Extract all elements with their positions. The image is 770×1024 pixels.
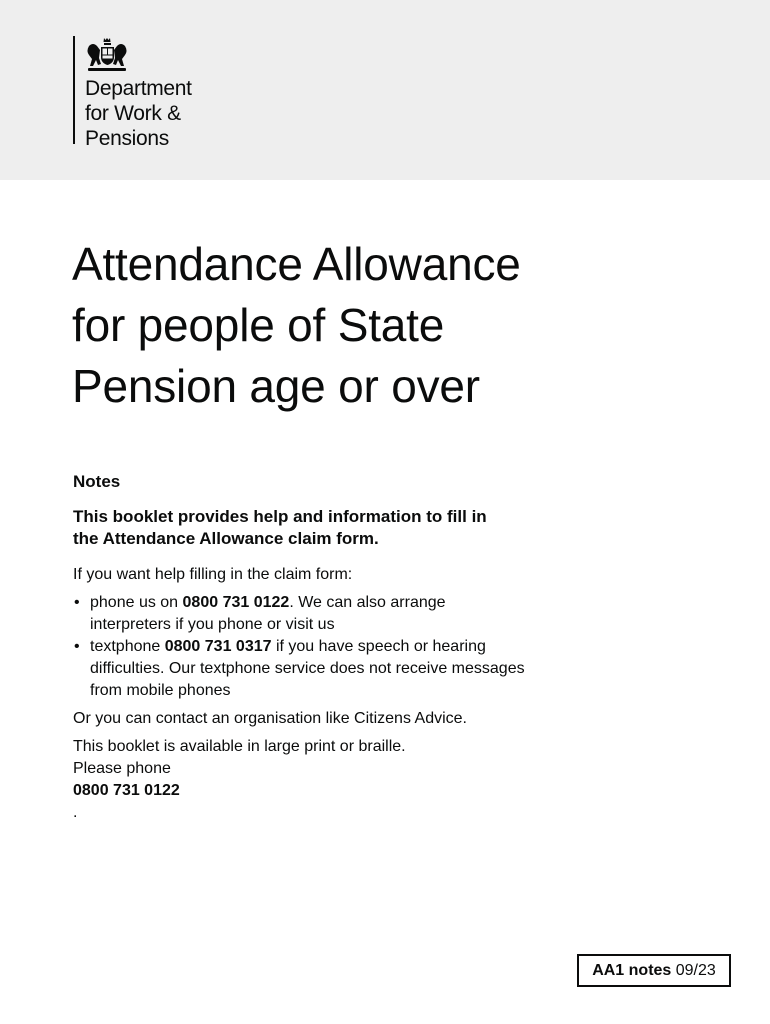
text: Please phone [73,760,171,777]
text: if you have speech or hearing [271,638,486,655]
list-item-line: interpreters if you phone or visit us [90,616,335,633]
dwp-logo [73,36,192,150]
form-code-badge [577,954,731,987]
notes-lead-line: This booklet provides help and information to fill in [73,507,487,526]
list-item [73,636,633,702]
text: phone us on [90,594,183,611]
notes-lead [73,506,633,550]
department-name-line: Department [85,77,192,100]
phone-number: 0800 731 0122 [182,594,290,611]
textphone-number: 0800 731 0317 [164,638,272,655]
royal-coat-of-arms-icon [85,36,129,74]
page-title-line: Attendance Allowance [72,238,521,290]
help-list [73,592,633,702]
phone-number: 0800 731 0122 [73,782,180,799]
availability-note [73,736,633,824]
form-code: AA1 notes [592,962,672,979]
list-item-line [90,636,633,658]
text: . We can also arrange [289,594,446,611]
department-name-line: for Work & [85,102,181,125]
help-intro: If you want help filling in the claim form: [73,566,353,583]
text: . [73,804,78,821]
notes-section [73,470,633,830]
list-item-line: from mobile phones [90,682,231,699]
notes-lead-line: the Attendance Allowance claim form. [73,529,379,548]
text: textphone [90,638,165,655]
contact-organisation: Or you can contact an organisation like Citizens Advice. [73,710,467,727]
page-title-line: for people of State [72,299,445,351]
notes-heading: Notes [73,472,121,491]
page-title-line: Pension age or over [72,360,480,412]
list-item-line [90,592,633,614]
page-title [72,234,712,417]
department-name-line: Pensions [85,127,169,150]
form-date: 09/23 [671,962,716,979]
list-item [73,592,633,636]
header-band [0,0,770,180]
availability-line: This booklet is available in large print or braille. [73,738,406,755]
department-name [85,76,192,151]
availability-line [73,758,633,824]
list-item-line: difficulties. Our textphone service does not receive messages [90,660,525,677]
